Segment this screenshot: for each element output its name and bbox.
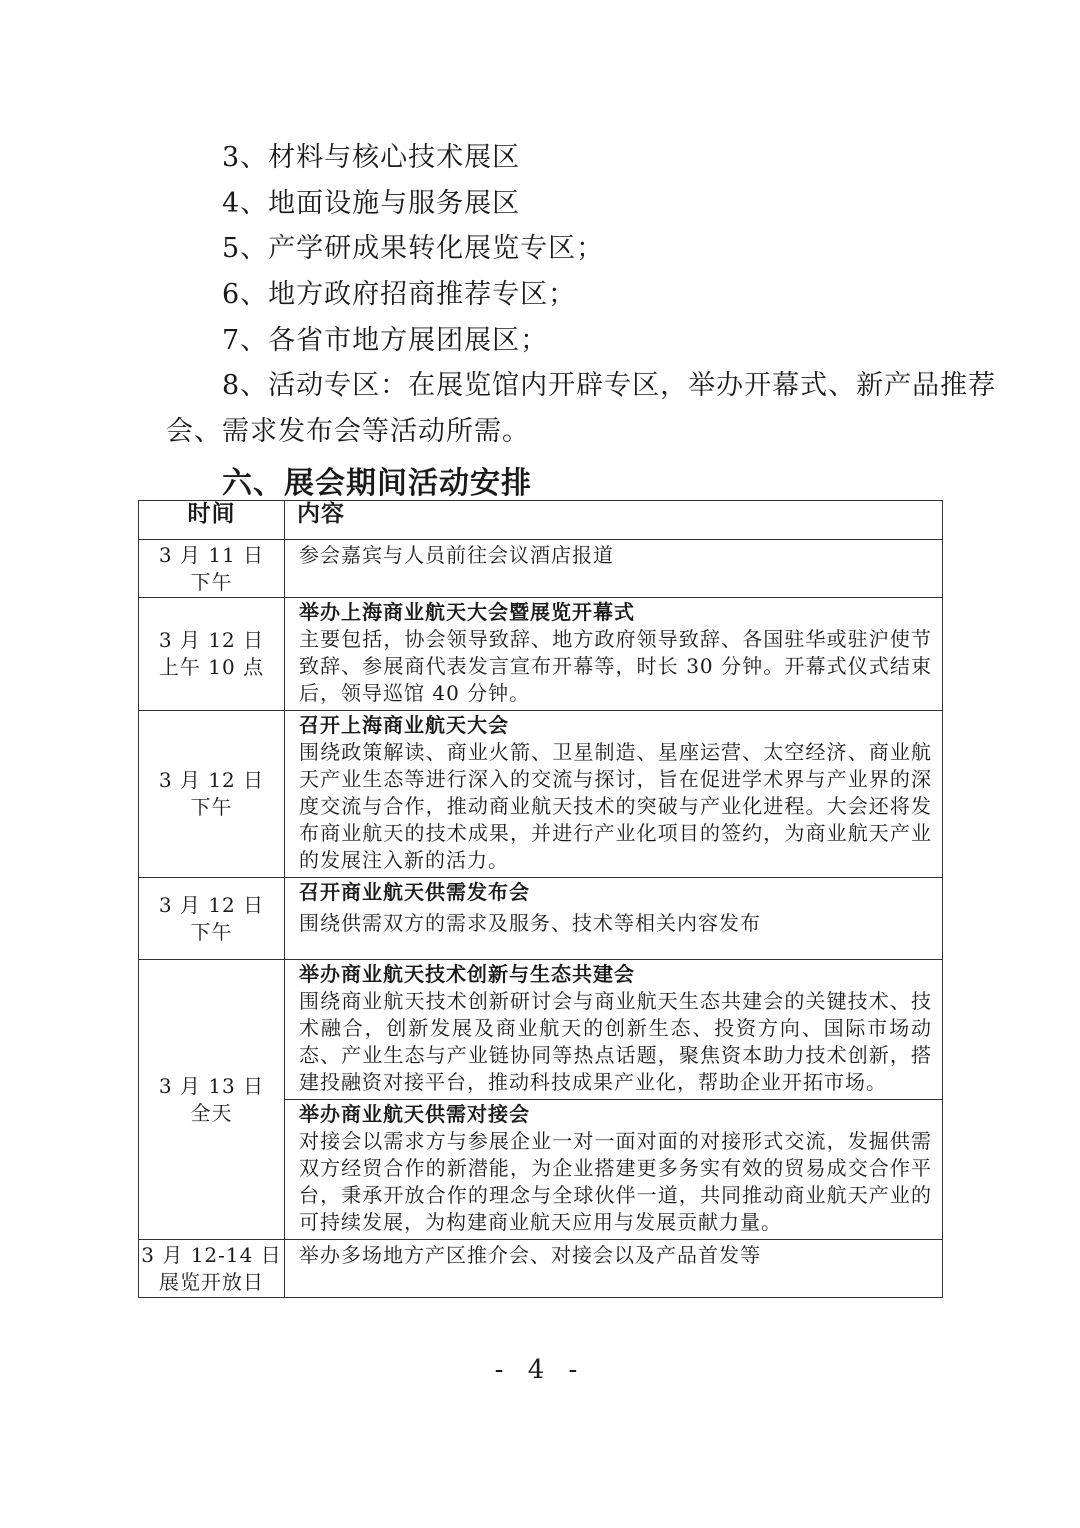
table-row bbox=[139, 878, 943, 960]
header-content: 内容 bbox=[285, 501, 943, 540]
time-cell bbox=[139, 711, 285, 878]
time-date: 3 月 12 日 bbox=[158, 768, 265, 792]
time-date: 3 月 12 日 bbox=[158, 892, 265, 917]
content-body: 围绕商业航天技术创新研讨会与商业航天生态共建会的关键技术、技术融合，创新发展及商业航天的创新生态、投资方向、国际市场动态、产业生态与产业链协同等热点话题，聚焦资本助力技术创新，搭建投融资对接平台，推动科技成果产业化，帮助企业开拓市场。 bbox=[299, 989, 932, 1094]
content-title: 举办商业航天技术创新与生态共建会 bbox=[299, 962, 635, 986]
content-cell bbox=[285, 1100, 943, 1240]
content-cell bbox=[285, 711, 943, 878]
time-period: 上午 10 点 bbox=[158, 655, 265, 679]
time-cell bbox=[139, 540, 285, 598]
content-title: 召开上海商业航天大会 bbox=[299, 713, 509, 737]
content-cell bbox=[285, 878, 943, 960]
time-date: 3 月 13 日 bbox=[158, 1073, 265, 1098]
time-date: 3 月 11 日 bbox=[158, 542, 265, 567]
content-body: 举办多场地方产区推介会、对接会以及产品首发等 bbox=[299, 1243, 761, 1267]
list-item-4: 4、地面设施与服务展区 bbox=[222, 188, 521, 219]
time-cell bbox=[139, 878, 285, 960]
content-cell bbox=[285, 598, 943, 711]
time-cell bbox=[139, 598, 285, 711]
table-row bbox=[139, 960, 943, 1100]
time-cell bbox=[139, 960, 285, 1240]
table-row bbox=[139, 598, 943, 711]
list-item-5: 5、产学研成果转化展览专区； bbox=[222, 233, 605, 264]
time-period: 展览开放日 bbox=[159, 1269, 264, 1294]
time-period: 全天 bbox=[190, 1100, 233, 1125]
content-title: 举办商业航天供需对接会 bbox=[299, 1102, 530, 1126]
content-title: 召开商业航天供需发布会 bbox=[299, 880, 530, 904]
table-row bbox=[139, 1240, 943, 1298]
time-date: 3 月 12-14 日 bbox=[141, 1242, 282, 1267]
content-cell bbox=[285, 1240, 943, 1298]
header-time: 时间 bbox=[139, 501, 285, 540]
time-period: 下午 bbox=[190, 569, 233, 594]
list-item-7: 7、各省市地方展团展区； bbox=[222, 325, 549, 356]
list-item-6: 6、地方政府招商推荐专区； bbox=[222, 279, 577, 310]
list-item-8-line1: 8、活动专区：在展览馆内开辟专区，举办开幕式、新产品推荐 bbox=[222, 370, 997, 401]
table-header-row bbox=[139, 501, 943, 540]
content-body: 参会嘉宾与人员前往会议酒店报道 bbox=[299, 543, 614, 567]
content-body: 主要包括，协会领导致辞、地方政府领导致辞、各国驻华或驻沪使节致辞、参展商代表发言宣布开幕等，时长 30 分钟。开幕式仪式结束后，领导巡馆 40 分钟。 bbox=[299, 627, 932, 705]
time-date: 3 月 12 日 bbox=[158, 628, 265, 652]
content-body: 围绕供需双方的需求及服务、技术等相关内容发布 bbox=[299, 911, 761, 935]
table-row bbox=[139, 711, 943, 878]
content-cell bbox=[285, 540, 943, 598]
time-period: 下午 bbox=[190, 795, 233, 819]
time-cell bbox=[139, 1240, 285, 1298]
content-body: 对接会以需求方与参展企业一对一面对面的对接形式交流，发掘供需双方经贸合作的新潜能，为企业搭建更多务实有效的贸易成交合作平台，秉承开放合作的理念与全球伙伴一道，共同推动商业航天产业的可持续发展，为构建商业航天应用与发展贡献力量。 bbox=[299, 1129, 932, 1234]
content-title: 举办上海商业航天大会暨展览开幕式 bbox=[299, 600, 635, 624]
list-item-8-line2: 会、需求发布会等活动所需。 bbox=[166, 416, 530, 447]
table-row bbox=[139, 540, 943, 598]
time-period: 下午 bbox=[190, 919, 233, 944]
list-item-3: 3、材料与核心技术展区 bbox=[222, 142, 521, 173]
schedule-table bbox=[138, 500, 943, 1298]
content-body: 围绕政策解读、商业火箭、卫星制造、星座运营、太空经济、商业航天产业生态等进行深入的交流与探讨，旨在促进学术界与产业界的深度交流与合作，推动商业航天技术的突破与产业化进程。大会还将发布商业航天的技术成果，并进行产业化项目的签约，为商业航天产业的发展注入新的活力。 bbox=[299, 740, 932, 872]
section-heading: 六、展会期间活动安排 bbox=[222, 466, 532, 501]
page-number: - 4 - bbox=[494, 1355, 586, 1385]
content-cell bbox=[285, 960, 943, 1100]
